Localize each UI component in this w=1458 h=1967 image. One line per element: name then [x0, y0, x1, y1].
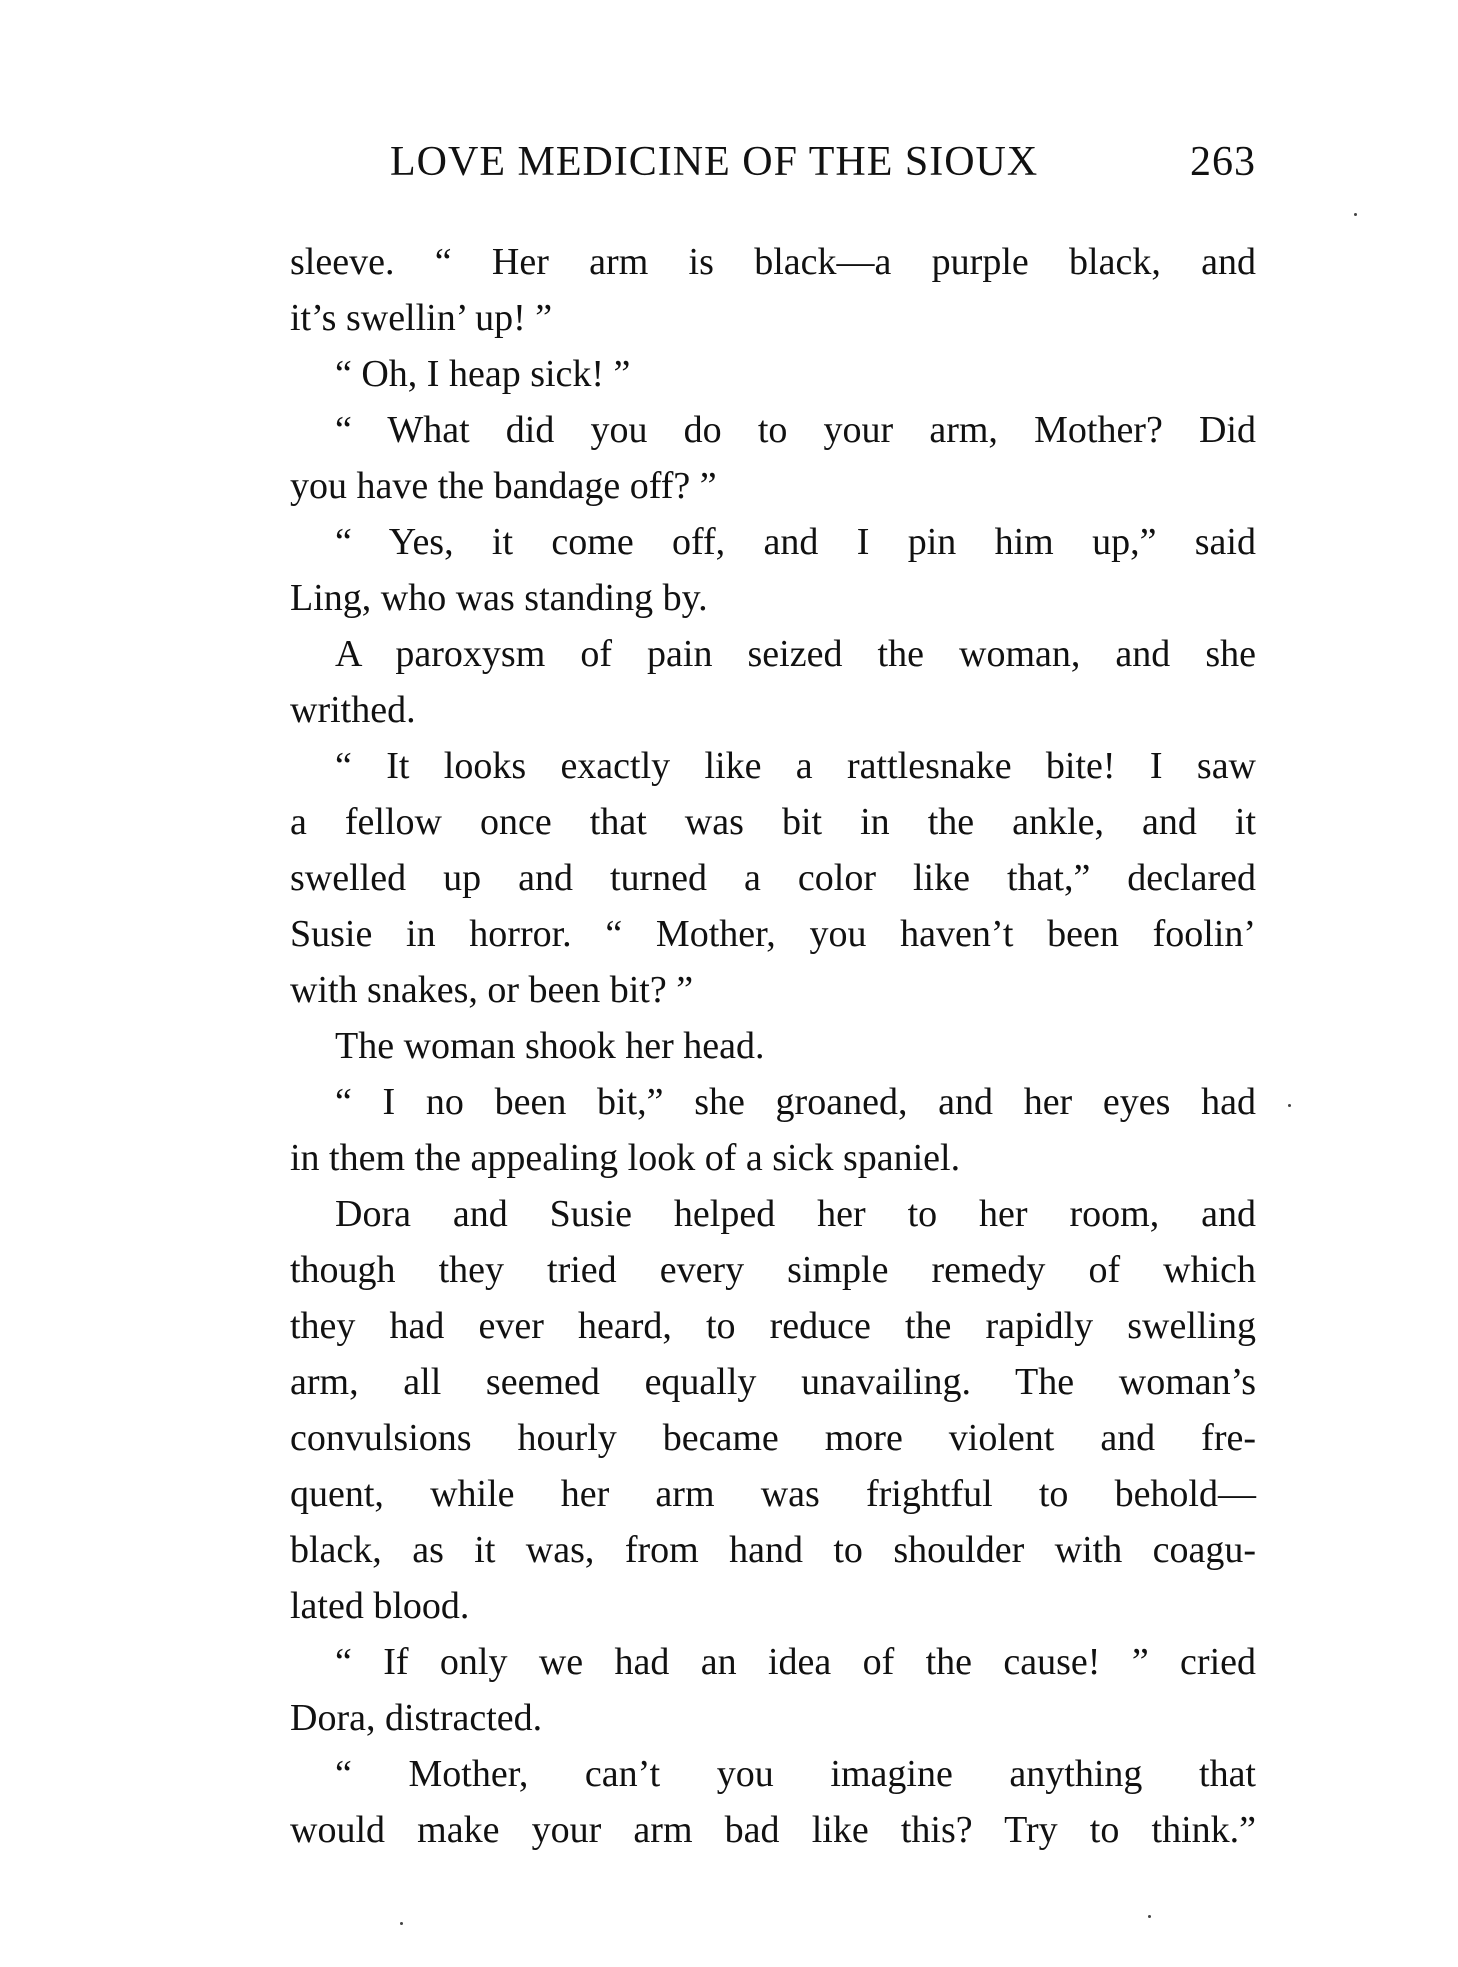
text-line: writhed.: [290, 689, 416, 731]
text-line: though they tried every simple remedy of which: [290, 1249, 1256, 1291]
text-line: with snakes, or been bit? ”: [290, 969, 694, 1011]
text-line: a fellow once that was bit in the ankle, and it: [290, 801, 1256, 843]
text-line: swelled up and turned a color like that,” declared: [290, 857, 1256, 899]
text-line: black, as it was, from hand to shoulder with coagu-: [290, 1529, 1256, 1571]
text-line: “ Oh, I heap sick! ”: [335, 353, 631, 395]
body-text: [290, 234, 1256, 1858]
text-line: A paroxysm of pain seized the woman, and she: [335, 633, 1256, 675]
text-line: you have the bandage off? ”: [290, 465, 717, 507]
text-line: would make your arm bad like this? Try to think.”: [290, 1809, 1256, 1851]
text-line: Ling, who was standing by.: [290, 577, 708, 619]
text-line: Dora and Susie helped her to her room, and: [335, 1193, 1256, 1235]
running-title: LOVE MEDICINE OF THE SIOUX: [390, 139, 1039, 185]
text-line: “ I no been bit,” she groaned, and her eyes had: [335, 1081, 1256, 1123]
print-speck: [400, 1922, 403, 1925]
text-line: Susie in horror. “ Mother, you haven’t been foolin’: [290, 913, 1256, 955]
text-line: lated blood.: [290, 1585, 470, 1627]
text-line: Dora, distracted.: [290, 1697, 543, 1739]
text-line: “ It looks exactly like a rattlesnake bite! I saw: [335, 745, 1256, 787]
text-line: quent, while her arm was frightful to behold—: [290, 1473, 1256, 1515]
text-line: “ Yes, it come off, and I pin him up,” said: [335, 521, 1256, 563]
text-line: arm, all seemed equally unavailing. The woman’s: [290, 1361, 1256, 1403]
print-speck: [1288, 1104, 1291, 1107]
text-line: “ If only we had an idea of the cause! ” cried: [335, 1641, 1256, 1683]
text-line: “ Mother, can’t you imagine anything that: [335, 1753, 1256, 1795]
text-line: “ What did you do to your arm, Mother? Did: [335, 409, 1256, 451]
print-speck: [1148, 1915, 1151, 1918]
running-head: [290, 138, 1256, 198]
text-line: The woman shook her head.: [335, 1025, 765, 1067]
page-number: 263: [1190, 139, 1256, 185]
text-line: convulsions hourly became more violent and fre-: [290, 1417, 1256, 1459]
text-line: in them the appealing look of a sick spaniel.: [290, 1137, 961, 1179]
text-line: it’s swellin’ up! ”: [290, 297, 553, 339]
text-line: they had ever heard, to reduce the rapidly swelling: [290, 1305, 1256, 1347]
print-speck: [1354, 213, 1357, 216]
text-line: sleeve. “ Her arm is black—a purple black, and: [290, 241, 1256, 283]
